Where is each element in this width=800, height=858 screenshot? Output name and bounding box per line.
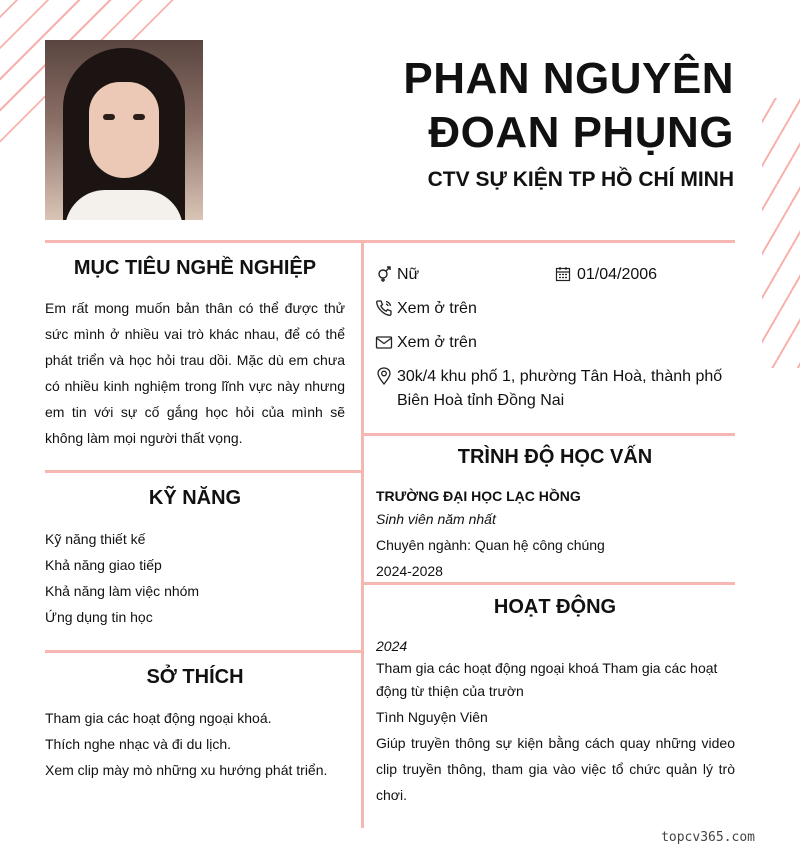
- phone-row: [375, 297, 477, 321]
- hobby-item: Xem clip mày mò những xu hướng phát triển.: [45, 762, 328, 778]
- email-icon: [375, 331, 397, 353]
- education-major: Chuyên ngành: Quan hệ công chúng: [376, 537, 605, 553]
- watermark: topcv365.com: [661, 830, 755, 845]
- divider-right-2: [364, 582, 735, 585]
- objective-text: Em rất mong muốn bản thân có thể được thử sức mình ở nhiều vai trò khác nhau, để có thể phát triển và học hỏi trau dồi. Mặc dù em chưa có nhiều kinh nghiệm trong lĩnh vực này nhưng em tin với sự cố gắng học hỏi của mình sẽ không làm mọi người thất vọng.: [45, 300, 345, 446]
- location-icon: [375, 365, 397, 387]
- job-title: CTV SỰ KIỆN TP HỒ CHÍ MINH: [427, 168, 734, 191]
- skill-item: Khả năng giao tiếp: [45, 557, 162, 573]
- birthday-value: 01/04/2006: [577, 266, 658, 283]
- gender-row: [375, 263, 419, 287]
- candidate-name-line2: ĐOAN PHỤNG: [428, 108, 734, 157]
- activity-year: 2024: [376, 638, 408, 654]
- school-name: TRƯỜNG ĐẠI HỌC LẠC HỒNG: [376, 488, 581, 504]
- hobby-item: Thích nghe nhạc và đi du lịch.: [45, 736, 232, 752]
- candidate-name: [174, 52, 734, 160]
- skill-item: Ứng dụng tin học: [45, 609, 153, 625]
- phone-icon: [375, 297, 397, 319]
- divider-left-1: [45, 470, 361, 473]
- gender-icon: [375, 263, 397, 285]
- birthday-row: [555, 263, 657, 287]
- skill-item: Khả năng làm việc nhóm: [45, 583, 200, 599]
- divider-top: [45, 240, 735, 243]
- activities-title: HOẠT ĐỘNG: [493, 596, 617, 618]
- address-row: [375, 365, 735, 413]
- activity-organization: Tình Nguyện Viên: [376, 709, 488, 725]
- divider-left-2: [45, 650, 361, 653]
- education-years: 2024-2028: [376, 563, 443, 579]
- activity-detail: Giúp truyền thông sự kiện bằng cách quay những video clip truyền thông, tham gia vào việc tổ chức quản lý trò chơi.: [376, 735, 735, 803]
- education-status: Sinh viên năm nhất: [376, 511, 496, 527]
- divider-vertical: [361, 240, 364, 828]
- address-value: 30k/4 khu phố 1, phường Tân Hoà, thành phố Biên Hoà tỉnh Đồng Nai: [397, 368, 723, 409]
- objective-title: MỤC TIÊU NGHỀ NGHIỆP: [73, 257, 317, 279]
- skills-title: KỸ NĂNG: [148, 487, 242, 509]
- activity-description: Tham gia các hoạt động ngoại khoá Tham gia các hoạt động từ thiện của trườn: [376, 660, 718, 699]
- decorative-stripes-right: [762, 98, 800, 368]
- skill-item: Kỹ năng thiết kế: [45, 531, 146, 547]
- divider-right-1: [364, 433, 735, 436]
- phone-value: Xem ở trên: [397, 300, 477, 317]
- hobbies-title: SỞ THÍCH: [146, 666, 244, 688]
- education-title: TRÌNH ĐỘ HỌC VẤN: [457, 446, 653, 468]
- calendar-icon: [555, 263, 577, 285]
- email-row: [375, 331, 477, 355]
- email-value: Xem ở trên: [397, 334, 477, 351]
- candidate-name-line1: PHAN NGUYÊN: [403, 54, 734, 103]
- gender-value: Nữ: [397, 266, 420, 283]
- hobby-item: Tham gia các hoạt động ngoại khoá.: [45, 710, 272, 726]
